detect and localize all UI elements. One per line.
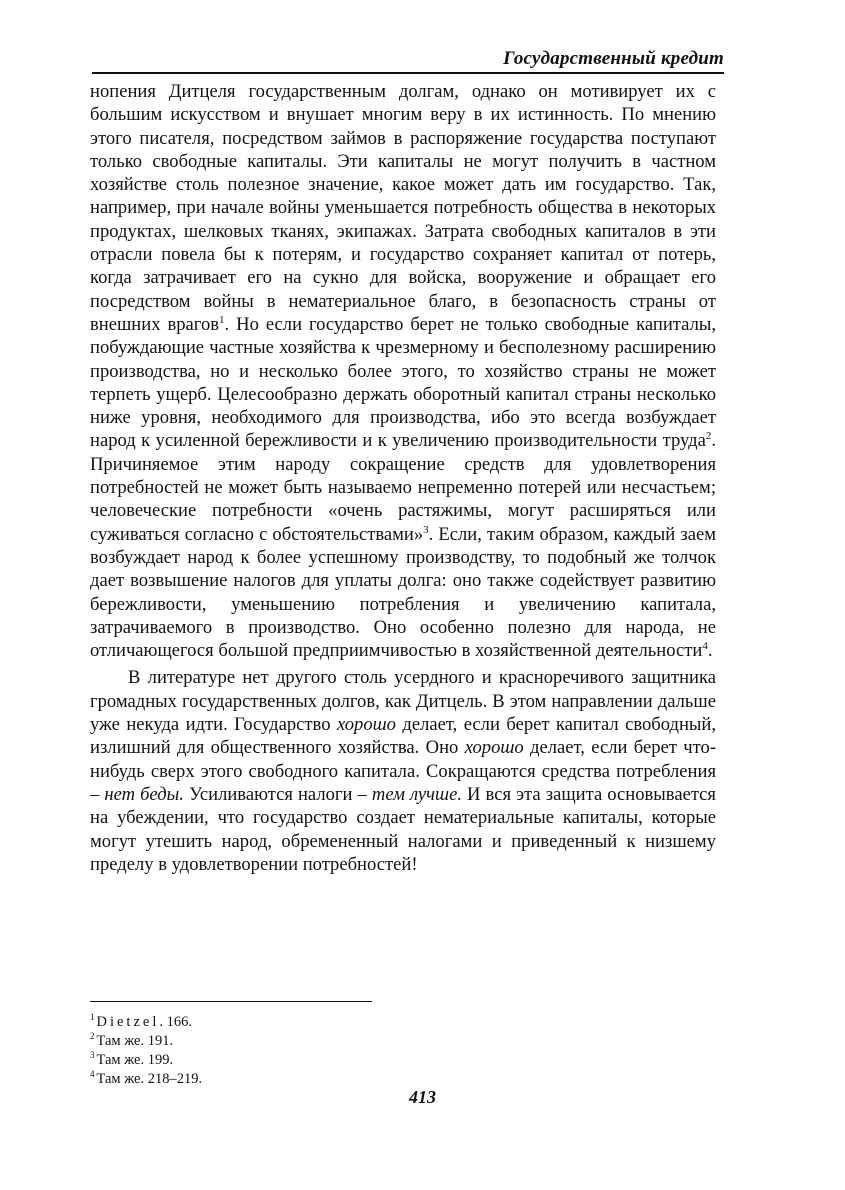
paragraph-2-text: делает, если берет что-нибудь сверх этого свободного капитала. Сокращаются средства потребления –: [90, 737, 717, 805]
footnote-ref-4: 4: [702, 639, 708, 652]
footnote-number: 3: [90, 1050, 95, 1061]
footnote-3: [90, 1051, 202, 1070]
emphasis: хорошо: [464, 737, 524, 759]
emphasis: тем лучше.: [371, 783, 462, 805]
paragraph-2: [90, 666, 716, 876]
paragraph-2-text: И вся эта защита основывается на убеждении, что государство создает нематериальные капиталы, которые могут утешить народ, обремененный налогами и приведенный к низшему пределу в удовлетворении потребностей!: [90, 783, 716, 875]
paragraph-2-text: В литературе нет другого столь усердного и красноречивого защитника громадных государственных долгов, как Дитцель. В этом направлении дальше уже некуда идти. Государство: [90, 667, 716, 736]
footnote-ref-1: 1: [219, 313, 225, 326]
paragraph-1-text: . Но если государство берет не только свободные капиталы, побуждающие частные хозяйства к чрезмерному и бесполезному расширению производства, но и несколько более этого, то хозяйство страны не может терпеть ущерб. Целесообразно держать оборотный капитал страны несколько ниже уровня, необходимого для производства, ибо это всегда возбуждает народ к усиленной бережливости и к увеличению производительности труда: [90, 313, 716, 452]
footnote-text: Там же. 191.: [96, 1033, 174, 1049]
paragraph-1-text: нопения Дитцеля государственным долгам, однако он мотивирует их с большим искусством и внушает многим веру в их истинность. По мнению этого писателя, посредством займов в распоряжение государства поступают только свободные капиталы. Эти капиталы не могут получить в частном хозяйстве столь полезное значение, какое может дать им государство. Так, например, при начале войны уменьшается потребность общества в некоторых продуктах, шелковых тканях, экипажах. Затрата свободных капиталов в эти отрасли повела бы к потерям, и государство сохраняет капитал от потерь, когда затрачивает его на сукно для войска, вооружение и обращает его посредством войны в нематериальное благо, в безопасность страны от внешних врагов: [90, 81, 716, 335]
footnote-number: 1: [90, 1012, 95, 1023]
page-number: 413: [409, 1087, 436, 1107]
footnote-ref-3: 3: [423, 523, 429, 536]
footnote-ref-2: 2: [705, 430, 712, 443]
paragraph-2-text: делает, если берет капитал свободный, излишний для общественного хозяйства. Оно: [90, 714, 717, 759]
emphasis: хорошо: [336, 714, 396, 736]
running-header: [92, 44, 724, 74]
footnote-1: [90, 1013, 202, 1032]
paragraph-1-text: .: [707, 640, 713, 662]
paragraph-1-text: . Если, таким образом, каждый заем возбуждает народ к более успешному производству, то подобный же толчок дает возвышение налогов для уплаты долга: оно также содействует развитию бережливости, уменьшению потребления и увеличению капитала, затрачиваемого в производство. Оно особенно полезно для народа, не отличающегося большой предприимчивостью в хозяйственной деятельности: [90, 523, 716, 662]
footnote-number: 4: [90, 1069, 95, 1080]
paragraph-1: [90, 80, 716, 662]
paragraph-1-text: . Причиняемое этим народу сокращение средств для удовлетворения потребностей не может быть называемо непременно потерей или несчастьем; человеческие потребности «очень растяжимы, могут расширяться или суживаться согласно с обстоятельствами»: [90, 430, 716, 545]
footnote-author: Dietzel: [96, 1014, 160, 1030]
footnotes: [90, 1013, 202, 1089]
paragraph-2-text: Усиливаются налоги –: [183, 783, 372, 805]
running-header-title: Государственный кредит: [503, 48, 724, 69]
footnote-text: Там же. 199.: [96, 1052, 174, 1068]
footnote-text: . 166.: [159, 1014, 192, 1030]
footnote-text: Там же. 218–219.: [96, 1071, 203, 1087]
footnote-divider: [90, 1001, 372, 1002]
main-text: [90, 80, 716, 876]
footnote-number: 2: [90, 1031, 95, 1042]
emphasis: нет беды.: [104, 783, 184, 805]
footnote-2: [90, 1032, 202, 1051]
